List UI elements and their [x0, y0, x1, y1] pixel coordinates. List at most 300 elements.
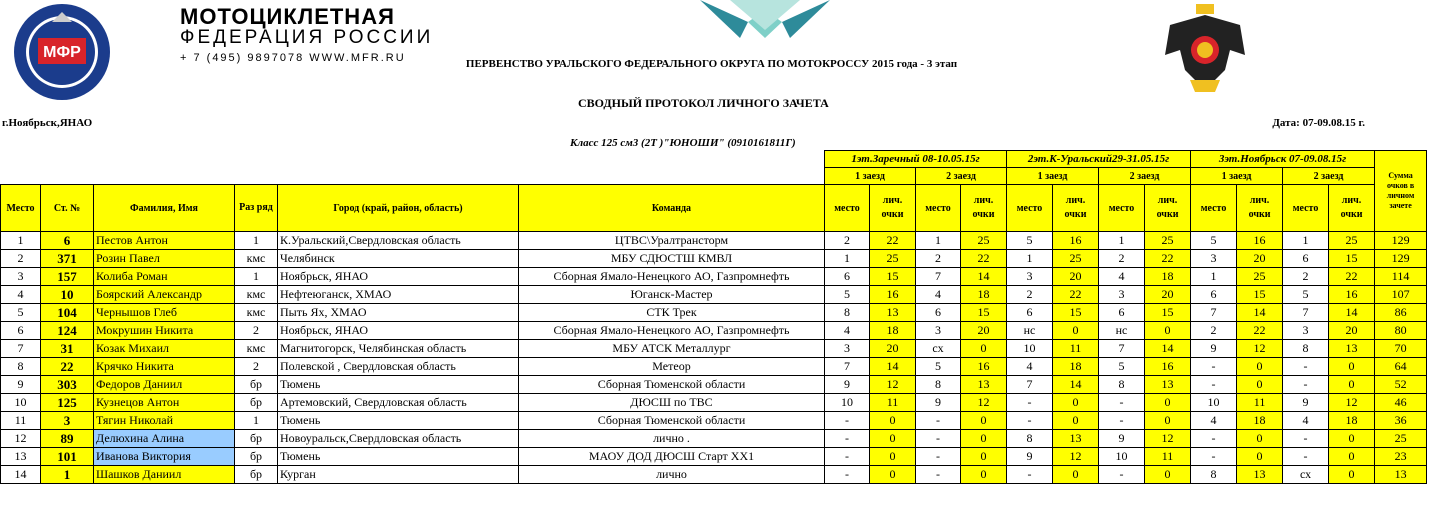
cell-team: МБУ СДЮСТШ КМВЛ	[519, 250, 825, 268]
heat-header: 1 заезд	[825, 168, 916, 185]
cell-heat-points: 20	[1145, 286, 1191, 304]
cell-place: 7	[1, 340, 41, 358]
col-heat-place: место	[1007, 185, 1053, 232]
cell-heat-points: 22	[1145, 250, 1191, 268]
table-row	[1, 250, 1427, 268]
cell-city: Магнитогорск, Челябинская область	[278, 340, 519, 358]
total-header: Сумма очков в личном зачете	[1375, 151, 1427, 232]
cell-heat-place: -	[916, 448, 961, 466]
cell-heat-place: -	[916, 466, 961, 484]
cell-number: 1	[41, 466, 94, 484]
cell-number: 31	[41, 340, 94, 358]
cell-heat-points: 0	[870, 412, 916, 430]
cell-heat-points: 12	[961, 394, 1007, 412]
cell-name: Крячко Никита	[94, 358, 235, 376]
cell-heat-points: 0	[1329, 448, 1375, 466]
cell-heat-place: 3	[1191, 250, 1237, 268]
cell-place: 1	[1, 232, 41, 250]
cell-heat-place: 6	[1191, 286, 1237, 304]
cell-heat-place: 8	[825, 304, 870, 322]
cell-heat-place: -	[1007, 394, 1053, 412]
table-row	[1, 358, 1427, 376]
cell-heat-place: нс	[1099, 322, 1145, 340]
cell-city: Тюмень	[278, 448, 519, 466]
cell-heat-place: 3	[1007, 268, 1053, 286]
cell-rank: бр	[235, 430, 278, 448]
cell-heat-place: 6	[1283, 250, 1329, 268]
cell-total: 46	[1375, 394, 1427, 412]
cell-heat-place: 4	[825, 322, 870, 340]
cell-heat-points: 25	[1329, 232, 1375, 250]
cell-place: 9	[1, 376, 41, 394]
cell-heat-place: -	[1191, 430, 1237, 448]
cell-heat-place: 9	[916, 394, 961, 412]
cell-rank: кмс	[235, 250, 278, 268]
cell-heat-place: 3	[1283, 322, 1329, 340]
col-place: Место	[1, 185, 41, 232]
mfr-logo	[12, 2, 112, 102]
cell-heat-place: 4	[916, 286, 961, 304]
cell-heat-points: 14	[961, 268, 1007, 286]
cell-team: Сборная Тюменской области	[519, 376, 825, 394]
cell-heat-place: 10	[1007, 340, 1053, 358]
table-row	[1, 232, 1427, 250]
cell-city: Полевской , Свердловская область	[278, 358, 519, 376]
stage-header: 3эт.Ноябрьск 07-09.08.15г	[1191, 151, 1375, 168]
cell-heat-points: 0	[1145, 394, 1191, 412]
cell-heat-points: 13	[1145, 376, 1191, 394]
cell-heat-place: -	[916, 430, 961, 448]
cell-heat-points: 11	[1145, 448, 1191, 466]
cell-heat-place: 2	[1007, 286, 1053, 304]
cell-heat-place: 2	[916, 250, 961, 268]
cell-name: Козак Михаил	[94, 340, 235, 358]
cell-name: Розин Павел	[94, 250, 235, 268]
cell-heat-place: 10	[1099, 448, 1145, 466]
table-row	[1, 286, 1427, 304]
cell-heat-points: 16	[961, 358, 1007, 376]
cell-heat-place: 6	[1007, 304, 1053, 322]
cell-heat-points: 20	[961, 322, 1007, 340]
cell-heat-points: 0	[1145, 322, 1191, 340]
cell-number: 3	[41, 412, 94, 430]
cell-heat-points: 11	[1237, 394, 1283, 412]
cell-heat-place: 9	[1099, 430, 1145, 448]
cell-heat-points: 12	[1237, 340, 1283, 358]
cell-heat-points: 0	[1145, 466, 1191, 484]
cell-city: Тюмень	[278, 412, 519, 430]
cell-heat-points: 14	[1053, 376, 1099, 394]
col-heat-place: место	[916, 185, 961, 232]
cell-total: 70	[1375, 340, 1427, 358]
heat-header: 2 заезд	[1283, 168, 1375, 185]
cell-place: 11	[1, 412, 41, 430]
cell-heat-points: 20	[1329, 322, 1375, 340]
cell-team: Юганск-Мастер	[519, 286, 825, 304]
cell-heat-place: 3	[825, 340, 870, 358]
cell-total: 13	[1375, 466, 1427, 484]
cell-heat-place: 5	[1283, 286, 1329, 304]
col-heat-place: место	[1283, 185, 1329, 232]
cell-heat-points: 14	[870, 358, 916, 376]
cell-heat-place: 8	[1283, 340, 1329, 358]
col-heat-points: лич. очки	[870, 185, 916, 232]
cell-number: 101	[41, 448, 94, 466]
cell-heat-place: 9	[1007, 448, 1053, 466]
cell-heat-points: 18	[1237, 412, 1283, 430]
cell-team: Сборная Ямало-Ненецкого АО, Газпромнефть	[519, 268, 825, 286]
brand-subtitle: ФЕДЕРАЦИЯ РОССИИ	[180, 27, 434, 48]
cell-rank: 1	[235, 268, 278, 286]
cell-heat-points: 22	[1237, 322, 1283, 340]
cell-number: 10	[41, 286, 94, 304]
cell-heat-place: 2	[1191, 322, 1237, 340]
cell-heat-place: сх	[916, 340, 961, 358]
col-heat-points: лич. очки	[1237, 185, 1283, 232]
cell-rank: кмс	[235, 286, 278, 304]
cell-heat-place: 5	[1191, 232, 1237, 250]
cell-heat-points: 0	[1237, 376, 1283, 394]
cell-heat-place: 8	[1007, 430, 1053, 448]
cell-heat-points: 0	[1329, 376, 1375, 394]
cell-heat-points: 16	[1053, 232, 1099, 250]
competition-title: ПЕРВЕНСТВО УРАЛЬСКОГО ФЕДЕРАЛЬНОГО ОКРУГА ПО МОТОКРОССУ 2015 года - 3 этап	[465, 58, 958, 70]
cell-heat-place: 7	[1007, 376, 1053, 394]
cell-name: Шашков Даниил	[94, 466, 235, 484]
cell-total: 129	[1375, 250, 1427, 268]
cell-heat-place: 6	[825, 268, 870, 286]
heat-header: 1 заезд	[1191, 168, 1283, 185]
stage-header: 2эт.К-Уральский29-31.05.15г	[1007, 151, 1191, 168]
cell-city: Тюмень	[278, 376, 519, 394]
cell-heat-points: 0	[1053, 466, 1099, 484]
cell-heat-place: 8	[1099, 376, 1145, 394]
cell-place: 14	[1, 466, 41, 484]
table-row	[1, 340, 1427, 358]
cell-heat-place: -	[825, 448, 870, 466]
cell-name: Чернышов Глеб	[94, 304, 235, 322]
cell-heat-place: 10	[1191, 394, 1237, 412]
table-row	[1, 376, 1427, 394]
cell-heat-points: 0	[1237, 430, 1283, 448]
cell-heat-place: -	[1191, 358, 1237, 376]
cell-heat-points: 25	[1145, 232, 1191, 250]
heat-header: 1 заезд	[1007, 168, 1099, 185]
cell-heat-points: 0	[961, 448, 1007, 466]
table-row	[1, 268, 1427, 286]
cell-heat-place: 10	[825, 394, 870, 412]
cell-heat-place: -	[1191, 448, 1237, 466]
col-heat-place: место	[1099, 185, 1145, 232]
event-date: Дата: 07-09.08.15 г.	[1272, 117, 1365, 129]
cell-heat-points: 0	[961, 412, 1007, 430]
cell-name: Тягин Николай	[94, 412, 235, 430]
cell-rank: кмс	[235, 304, 278, 322]
cell-heat-points: 0	[961, 466, 1007, 484]
brand-title: МОТОЦИКЛЕТНАЯ	[180, 4, 395, 29]
cell-heat-points: 13	[1053, 430, 1099, 448]
cell-heat-points: 22	[961, 250, 1007, 268]
table-row	[1, 466, 1427, 484]
col-heat-place: место	[1191, 185, 1237, 232]
coat-of-arms-icon	[1160, 0, 1250, 98]
cell-heat-points: 20	[1053, 268, 1099, 286]
cell-name: Колиба Роман	[94, 268, 235, 286]
cell-city: Пыть Ях, ХМАО	[278, 304, 519, 322]
cell-rank: бр	[235, 448, 278, 466]
cell-heat-points: 0	[1237, 358, 1283, 376]
table-row	[1, 412, 1427, 430]
cell-heat-place: 5	[1007, 232, 1053, 250]
cell-total: 80	[1375, 322, 1427, 340]
table-row	[1, 394, 1427, 412]
cell-rank: кмс	[235, 340, 278, 358]
cell-place: 5	[1, 304, 41, 322]
federation-brand	[180, 6, 433, 64]
cell-heat-place: 9	[1191, 340, 1237, 358]
cell-heat-points: 25	[1237, 268, 1283, 286]
cell-team: СТК Трек	[519, 304, 825, 322]
cell-heat-points: 22	[1329, 268, 1375, 286]
table-row	[1, 448, 1427, 466]
col-number: Ст. №	[41, 185, 94, 232]
cell-number: 371	[41, 250, 94, 268]
event-logo-icon	[700, 0, 830, 38]
cell-heat-points: 15	[1237, 286, 1283, 304]
cell-rank: 1	[235, 232, 278, 250]
cell-place: 13	[1, 448, 41, 466]
cell-city: Ноябрьск, ЯНАО	[278, 268, 519, 286]
cell-heat-points: 18	[961, 286, 1007, 304]
cell-heat-place: 6	[1099, 304, 1145, 322]
cell-rank: 2	[235, 358, 278, 376]
cell-heat-points: 20	[1237, 250, 1283, 268]
cell-heat-points: 12	[870, 376, 916, 394]
cell-heat-place: 1	[1283, 232, 1329, 250]
cell-heat-place: -	[1283, 448, 1329, 466]
cell-rank: 1	[235, 412, 278, 430]
class-label: Класс 125 см3 (2Т )"ЮНОШИ" (0910161811Г)	[570, 137, 796, 149]
cell-number: 157	[41, 268, 94, 286]
cell-heat-points: 14	[1145, 340, 1191, 358]
cell-name: Федоров Даниил	[94, 376, 235, 394]
cell-heat-place: -	[825, 466, 870, 484]
cell-heat-place: -	[825, 412, 870, 430]
cell-place: 12	[1, 430, 41, 448]
cell-heat-points: 20	[870, 340, 916, 358]
cell-team: ДЮСШ по ТВС	[519, 394, 825, 412]
cell-heat-points: 12	[1145, 430, 1191, 448]
cell-heat-points: 25	[1053, 250, 1099, 268]
cell-number: 6	[41, 232, 94, 250]
cell-heat-points: 22	[1053, 286, 1099, 304]
col-heat-points: лич. очки	[1053, 185, 1099, 232]
cell-heat-points: 0	[1237, 448, 1283, 466]
mfr-logo-text: МФР	[43, 44, 81, 61]
cell-team: лично .	[519, 430, 825, 448]
cell-heat-points: 0	[961, 340, 1007, 358]
cell-city: К.Уральский,Свердловская область	[278, 232, 519, 250]
cell-number: 303	[41, 376, 94, 394]
cell-rank: бр	[235, 394, 278, 412]
cell-heat-points: 0	[1329, 358, 1375, 376]
cell-heat-points: 16	[1237, 232, 1283, 250]
cell-heat-points: 25	[961, 232, 1007, 250]
cell-heat-points: 18	[870, 322, 916, 340]
cell-name: Мокрушин Никита	[94, 322, 235, 340]
cell-city: Челябинск	[278, 250, 519, 268]
table-row	[1, 304, 1427, 322]
cell-heat-place: 2	[1099, 250, 1145, 268]
cell-total: 36	[1375, 412, 1427, 430]
cell-heat-place: 4	[1099, 268, 1145, 286]
cell-heat-points: 16	[870, 286, 916, 304]
col-heat-points: лич. очки	[1145, 185, 1191, 232]
col-team: Команда	[519, 185, 825, 232]
heat-header: 2 заезд	[916, 168, 1007, 185]
col-heat-place: место	[825, 185, 870, 232]
cell-heat-points: 13	[961, 376, 1007, 394]
cell-heat-place: -	[1007, 466, 1053, 484]
cell-heat-points: 16	[1145, 358, 1191, 376]
cell-heat-place: 1	[825, 250, 870, 268]
cell-number: 124	[41, 322, 94, 340]
cell-heat-place: 5	[1099, 358, 1145, 376]
results-table	[0, 150, 1427, 484]
cell-heat-place: -	[916, 412, 961, 430]
cell-total: 23	[1375, 448, 1427, 466]
cell-name: Пестов Антон	[94, 232, 235, 250]
cell-heat-points: 18	[1053, 358, 1099, 376]
cell-heat-points: 11	[870, 394, 916, 412]
cell-heat-points: 15	[1329, 250, 1375, 268]
cell-total: 25	[1375, 430, 1427, 448]
cell-team: Метеор	[519, 358, 825, 376]
cell-heat-place: 8	[1191, 466, 1237, 484]
cell-heat-points: 12	[1053, 448, 1099, 466]
cell-heat-points: 14	[1329, 304, 1375, 322]
cell-heat-place: 6	[916, 304, 961, 322]
cell-heat-points: 11	[1053, 340, 1099, 358]
col-heat-points: лич. очки	[1329, 185, 1375, 232]
cell-total: 86	[1375, 304, 1427, 322]
cell-heat-points: 0	[1145, 412, 1191, 430]
cell-heat-place: 7	[825, 358, 870, 376]
stage-header: 1эт.Заречный 08-10.05.15г	[825, 151, 1007, 168]
cell-heat-place: 4	[1283, 412, 1329, 430]
cell-team: Сборная Ямало-Ненецкого АО, Газпромнефть	[519, 322, 825, 340]
protocol-title: СВОДНЫЙ ПРОТОКОЛ ЛИЧНОГО ЗАЧЕТА	[578, 96, 829, 110]
cell-heat-points: 18	[1329, 412, 1375, 430]
table-row	[1, 430, 1427, 448]
cell-heat-points: 18	[1145, 268, 1191, 286]
cell-team: МАОУ ДОД ДЮСШ Старт ХХ1	[519, 448, 825, 466]
cell-heat-place: 7	[1099, 340, 1145, 358]
cell-heat-place: нс	[1007, 322, 1053, 340]
cell-heat-place: 1	[916, 232, 961, 250]
cell-heat-place: 7	[1283, 304, 1329, 322]
cell-heat-place: сх	[1283, 466, 1329, 484]
cell-heat-place: -	[1283, 376, 1329, 394]
cell-team: Сборная Тюменской области	[519, 412, 825, 430]
col-city: Город (край, район, область)	[278, 185, 519, 232]
col-rank: Раз ряд	[235, 185, 278, 232]
cell-heat-points: 0	[961, 430, 1007, 448]
cell-number: 89	[41, 430, 94, 448]
cell-team: ЦТВС\Уралтрансторм	[519, 232, 825, 250]
cell-city: Ноябрьск, ЯНАО	[278, 322, 519, 340]
cell-heat-points: 22	[870, 232, 916, 250]
cell-heat-points: 15	[961, 304, 1007, 322]
cell-city: Новоуральск,Свердловская область	[278, 430, 519, 448]
cell-place: 6	[1, 322, 41, 340]
cell-rank: бр	[235, 376, 278, 394]
cell-rank: бр	[235, 466, 278, 484]
cell-city: Нефтеюганск, ХМАО	[278, 286, 519, 304]
col-name: Фамилия, Имя	[94, 185, 235, 232]
cell-name: Боярский Александр	[94, 286, 235, 304]
cell-place: 4	[1, 286, 41, 304]
cell-heat-place: -	[1099, 394, 1145, 412]
cell-heat-points: 0	[1053, 412, 1099, 430]
cell-heat-place: -	[1099, 466, 1145, 484]
cell-heat-place: 1	[1099, 232, 1145, 250]
cell-heat-points: 15	[1053, 304, 1099, 322]
cell-heat-points: 15	[1145, 304, 1191, 322]
cell-heat-place: -	[1191, 376, 1237, 394]
cell-heat-place: -	[825, 430, 870, 448]
cell-heat-place: 7	[1191, 304, 1237, 322]
cell-name: Кузнецов Антон	[94, 394, 235, 412]
cell-heat-place: 3	[916, 322, 961, 340]
cell-number: 104	[41, 304, 94, 322]
cell-heat-place: 2	[1283, 268, 1329, 286]
cell-city: Артемовский, Свердловская область	[278, 394, 519, 412]
cell-heat-points: 0	[1329, 466, 1375, 484]
cell-team: лично	[519, 466, 825, 484]
cell-heat-place: 1	[1007, 250, 1053, 268]
cell-name: Делюхина Алина	[94, 430, 235, 448]
cell-heat-place: 5	[825, 286, 870, 304]
cell-heat-points: 0	[870, 430, 916, 448]
cell-heat-place: -	[1283, 430, 1329, 448]
cell-total: 52	[1375, 376, 1427, 394]
cell-heat-points: 13	[870, 304, 916, 322]
cell-heat-points: 15	[870, 268, 916, 286]
heat-header: 2 заезд	[1099, 168, 1191, 185]
cell-total: 129	[1375, 232, 1427, 250]
cell-heat-points: 0	[870, 466, 916, 484]
venue: г.Ноябрьск,ЯНАО	[2, 117, 93, 129]
cell-heat-place: 4	[1191, 412, 1237, 430]
cell-name: Иванова Виктория	[94, 448, 235, 466]
cell-heat-place: 8	[916, 376, 961, 394]
cell-place: 8	[1, 358, 41, 376]
cell-number: 125	[41, 394, 94, 412]
cell-heat-points: 13	[1329, 340, 1375, 358]
cell-heat-place: -	[1007, 412, 1053, 430]
cell-heat-place: 3	[1099, 286, 1145, 304]
col-heat-points: лич. очки	[961, 185, 1007, 232]
cell-rank: 2	[235, 322, 278, 340]
cell-city: Курган	[278, 466, 519, 484]
cell-total: 107	[1375, 286, 1427, 304]
cell-place: 3	[1, 268, 41, 286]
cell-team: МБУ АТСК Металлург	[519, 340, 825, 358]
cell-heat-points: 0	[870, 448, 916, 466]
cell-place: 2	[1, 250, 41, 268]
table-row	[1, 322, 1427, 340]
